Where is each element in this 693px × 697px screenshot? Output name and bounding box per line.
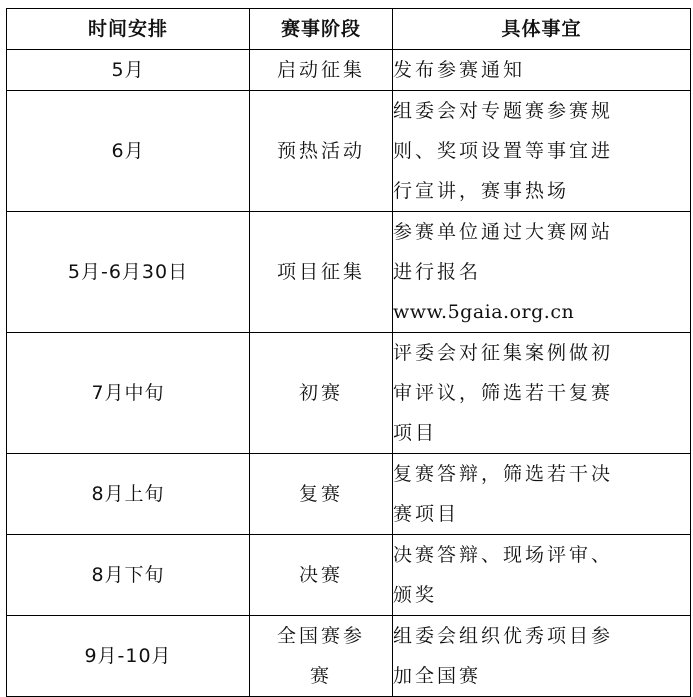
detail-line: 组委会对专题赛参赛规 [393,100,614,122]
stage-cell [250,535,393,616]
time-cell: 8月上旬 [7,454,250,535]
header-details: 具体事宜 [393,9,691,50]
stage-label: 决赛 [298,564,343,586]
stage-label: 预热活动 [276,140,365,162]
stage-label: 初赛 [298,382,343,404]
detail-line: 决赛答辩、现场评审、 [393,544,614,566]
time-cell: 5月 [7,50,250,91]
detail-cell [393,212,691,333]
detail-cell [393,50,691,91]
time-cell: 6月 [7,91,250,212]
detail-line: 赛项目 [393,503,460,525]
detail-line: 审评议，筛选若干复赛 [393,382,614,404]
time-cell: 5月-6月30日 [7,212,250,333]
stage-cell [250,91,393,212]
time-cell: 7月中旬 [7,333,250,454]
schedule-table [6,8,691,697]
table-row [7,333,691,454]
detail-line: 评委会对征集案例做初 [393,342,614,364]
detail-line: 则、奖项设置等事宜进 [393,140,614,162]
stage-label: 复赛 [298,483,343,505]
detail-line: 加全国赛 [393,665,482,687]
detail-cell [393,91,691,212]
detail-cell [393,454,691,535]
detail-line: 进行报名 [393,261,482,283]
detail-line: 项目 [393,422,438,444]
detail-line: 参赛单位通过大赛网站 [393,221,614,243]
table-row [7,50,691,91]
table-row [7,212,691,333]
stage-cell [250,333,393,454]
detail-line: 颁奖 [393,584,438,606]
detail-cell [393,616,691,697]
detail-line: 组委会组织优秀项目参 [393,625,614,647]
stage-cell [250,212,393,333]
stage-label: 项目征集 [276,261,365,283]
stage-cell [250,454,393,535]
detail-line: 行宣讲，赛事热场 [393,180,570,202]
header-time: 时间安排 [7,9,250,50]
website-link[interactable]: www.5gaia.org.cn [393,301,575,323]
table-row [7,535,691,616]
stage-label: 启动征集 [276,59,365,81]
time-cell: 8月下旬 [7,535,250,616]
stage-cell [250,616,393,697]
detail-cell [393,333,691,454]
table-row [7,454,691,535]
detail-line: 发布参赛通知 [393,59,526,81]
stage-label: 全国赛参赛 [276,625,365,687]
table-row [7,616,691,697]
time-cell: 9月-10月 [7,616,250,697]
header-stage: 赛事阶段 [250,9,393,50]
header-row [7,9,691,50]
detail-cell [393,535,691,616]
table-row [7,91,691,212]
detail-line: 复赛答辩，筛选若干决 [393,463,614,485]
stage-cell [250,50,393,91]
